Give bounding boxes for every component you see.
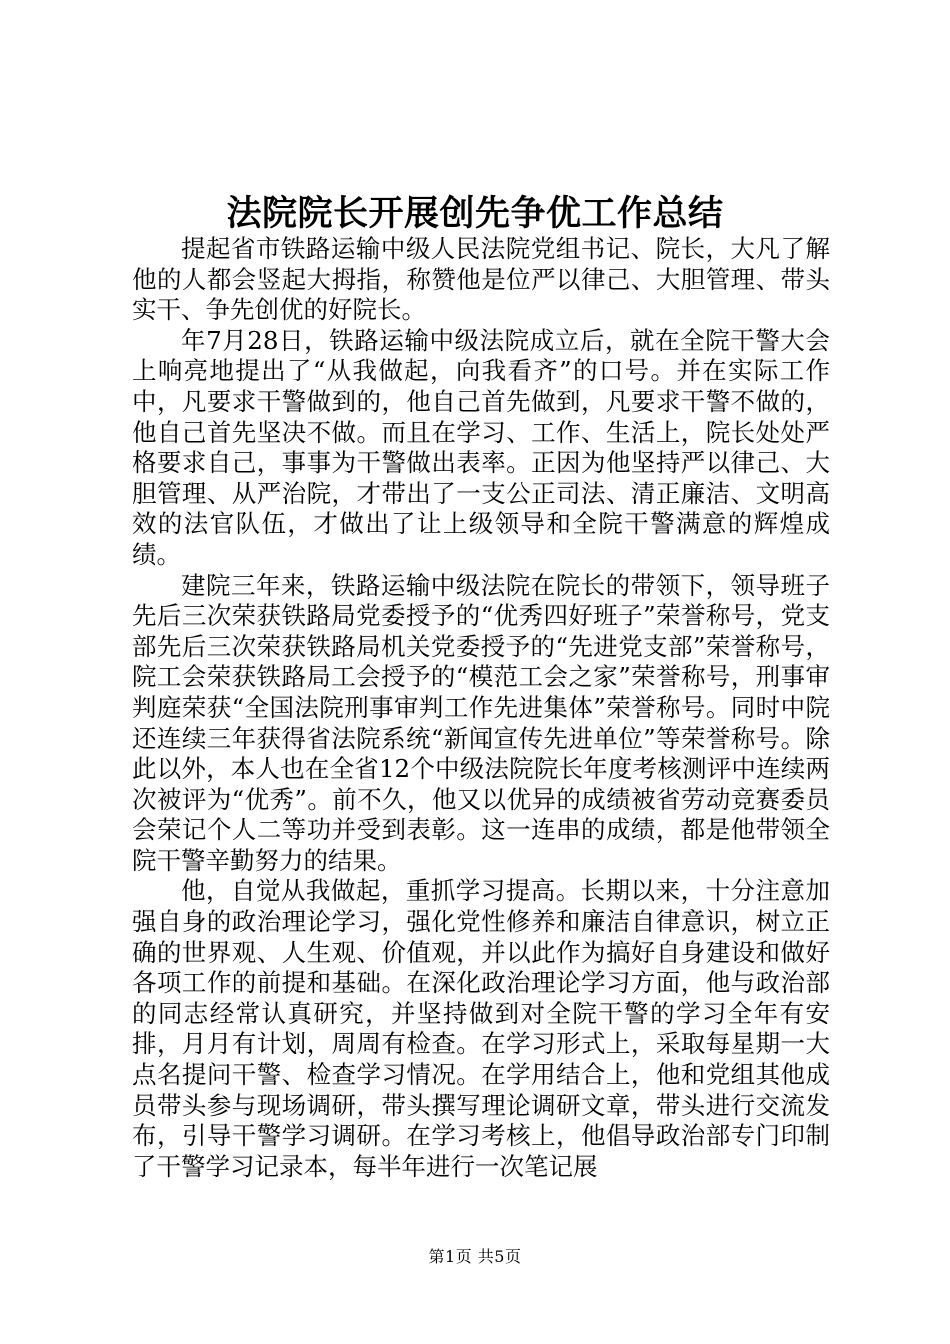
document-title: 法院院长开展创先争优工作总结 [226, 193, 724, 234]
paragraph-1: 提起省市铁路运输中级人民法院党组书记、院长，大凡了解他的人都会竖起大拇指，称赞他是位严以律己、大胆管理、带头实干、争先创优的好院长。 [132, 234, 830, 325]
paragraph-2: 年7月28日，铁路运输中级法院成立后，就在全院干警大会上响亮地提出了“从我做起，向我看齐”的口号。并在实际工作中，凡要求干警做到的，他自己首先做到，凡要求干警不做的，他自己首先坚决不做。而且在学习、工作、生活上，院长处处严格要求自己，事事为干警做出表率。正因为他坚持严以律己、大胆管理、从严治院，才带出了一支公正司法、清正廉洁、文明高效的法官队伍，才做出了让上级领导和全院干警满意的辉煌成绩。 [132, 325, 830, 569]
document-body [132, 234, 830, 1182]
page-number-footer: 第1页 共5页 [428, 1247, 522, 1266]
paragraph-3: 建院三年来，铁路运输中级法院在院长的带领下，领导班子先后三次荣获铁路局党委授予的“优秀四好班子”荣誉称号，党支部先后三次荣获铁路局机关党委授予的“先进党支部”荣誉称号，院工会荣获铁路局工会授予的“模范工会之家”荣誉称号，刑事审判庭荣获“全国法院刑事审判工作先进集体”荣誉称号。同时中院还连续三年获得省法院系统“新闻宣传先进单位”等荣誉称号。除此以外，本人也在全省12个中级法院院长年度考核测评中连续两次被评为“优秀”。前不久，他又以优异的成绩被省劳动竞赛委员会荣记个人二等功并受到表彰。这一连串的成绩，都是他带领全院干警辛勤努力的结果。 [132, 570, 830, 875]
paragraph-4: 他，自觉从我做起，重抓学习提高。长期以来，十分注意加强自身的政治理论学习，强化党性修养和廉洁自律意识，树立正确的世界观、人生观、价值观，并以此作为搞好自身建设和做好各项工作的前提和基础。在深化政治理论学习方面，他与政治部的同志经常认真研究，并坚持做到对全院干警的学习全年有安排，月月有计划，周周有检查。在学习形式上，采取每星期一大点名提问干警、检查学习情况。在学用结合上，他和党组其他成员带头参与现场调研，带头撰写理论调研文章，带头进行交流发布，引导干警学习调研。在学习考核上，他倡导政治部专门印制了干警学习记录本，每半年进行一次笔记展 [132, 876, 830, 1181]
